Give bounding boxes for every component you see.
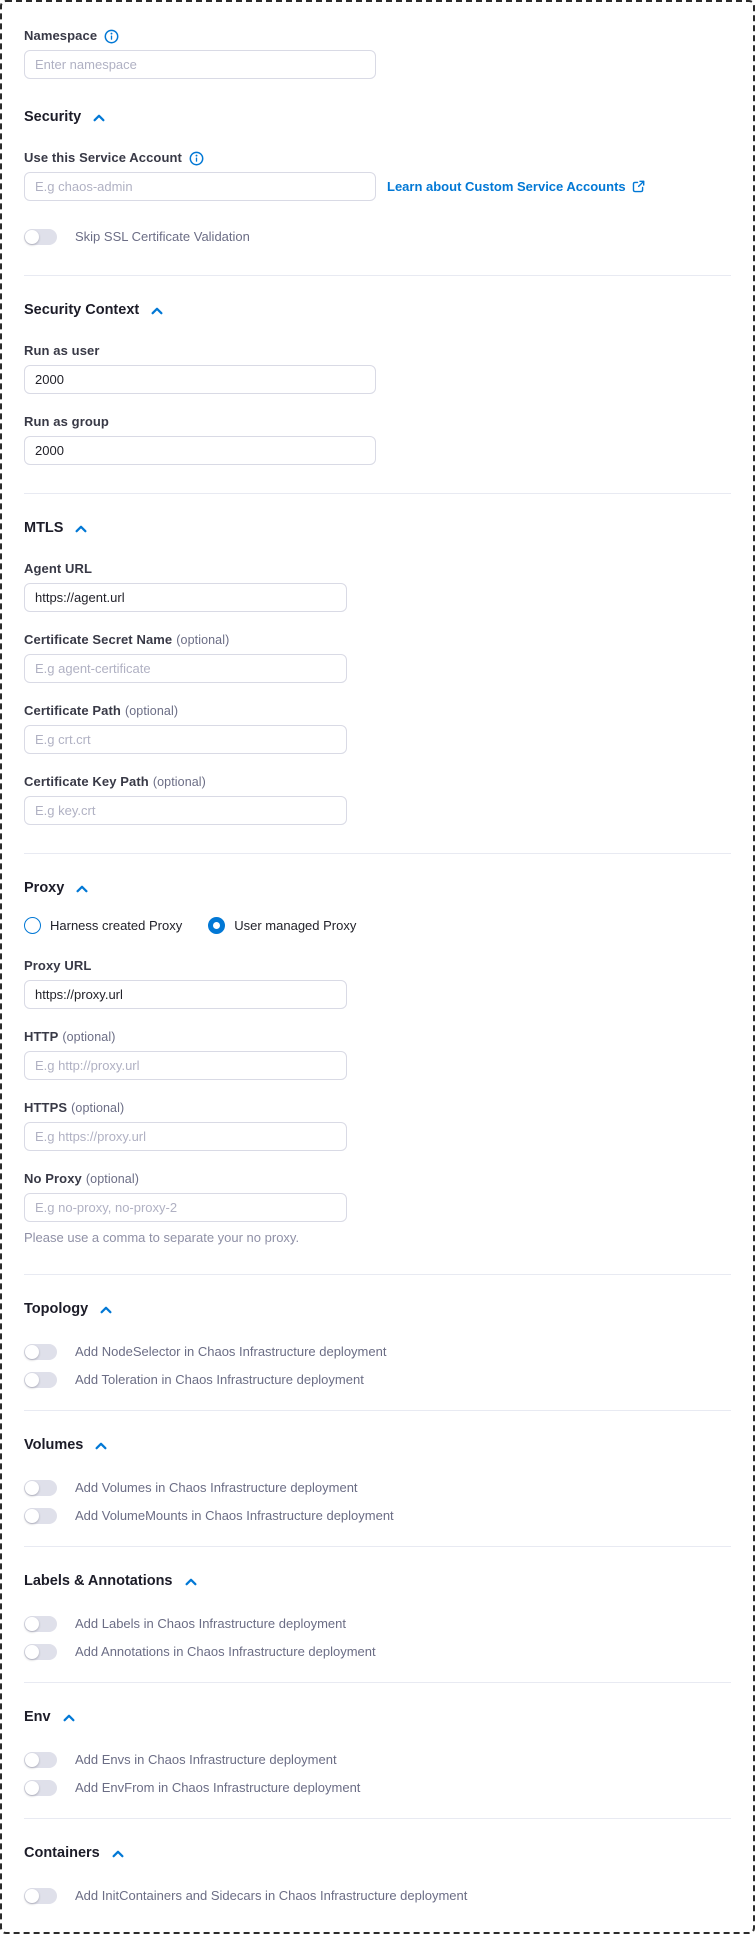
no-proxy-input[interactable] [24,1193,347,1222]
security-section-title: Security [24,109,82,125]
init-containers-toggle[interactable] [24,1888,57,1904]
proxy-section-header[interactable] [24,880,731,897]
run-as-user-input[interactable] [24,365,376,394]
env-title: Env [24,1709,51,1725]
topology-title: Topology [24,1301,89,1317]
labels-annotations-section-header[interactable] [24,1573,731,1590]
security-section-header[interactable] [24,109,731,126]
agent-url-field [24,561,731,612]
skip-ssl-toggle-row [24,229,731,245]
skip-ssl-toggle-label: Skip SSL Certificate Validation [75,229,250,244]
namespace-label: Namespace [24,28,98,43]
toleration-toggle-label: Add Toleration in Chaos Infrastructure deployment [75,1372,364,1387]
certificate-secret-name-field [24,632,731,683]
certificate-secret-name-label: Certificate Secret Name (optional) [24,632,230,647]
certificate-path-input[interactable] [24,725,347,754]
envs-toggle-label: Add Envs in Chaos Infrastructure deployment [75,1752,337,1767]
run-as-user-field [24,343,731,394]
containers-title: Containers [24,1845,100,1861]
section-divider [24,275,731,276]
toleration-toggle[interactable] [24,1372,57,1388]
namespace-input[interactable] [24,50,376,79]
security-context-section-header[interactable] [24,302,731,319]
volumes-toggle-row [24,1480,731,1496]
optional-tag: (optional) [71,1101,125,1115]
labels-annotations-title: Labels & Annotations [24,1573,173,1589]
agent-url-label: Agent URL [24,561,93,576]
volume-mounts-toggle-row [24,1508,731,1524]
optional-tag: (optional) [62,1030,116,1044]
proxy-title: Proxy [24,880,65,896]
section-divider [24,853,731,854]
user-managed-proxy-radio[interactable] [208,917,356,934]
certificate-secret-name-input[interactable] [24,654,347,683]
certificate-key-path-field [24,774,731,825]
harness-created-proxy-radio[interactable] [24,917,182,934]
service-account-field [24,150,731,201]
volume-mounts-toggle[interactable] [24,1508,57,1524]
no-proxy-field [24,1171,731,1246]
envs-toggle-row [24,1752,731,1768]
info-icon[interactable] [104,29,119,44]
service-account-input[interactable] [24,172,376,201]
chevron-up-icon[interactable] [75,525,87,533]
volumes-section-header[interactable] [24,1437,731,1454]
info-icon[interactable] [189,151,204,166]
https-proxy-label: HTTPS (optional) [24,1100,125,1115]
http-proxy-field [24,1029,731,1080]
env-from-toggle[interactable] [24,1780,57,1796]
security-context-title: Security Context [24,302,140,318]
annotations-toggle-label: Add Annotations in Chaos Infrastructure deployment [75,1644,376,1659]
https-proxy-field [24,1100,731,1151]
node-selector-toggle[interactable] [24,1344,57,1360]
proxy-url-label: Proxy URL [24,958,92,973]
certificate-key-path-input[interactable] [24,796,347,825]
chevron-up-icon[interactable] [63,1714,75,1722]
node-selector-toggle-label: Add NodeSelector in Chaos Infrastructure deployment [75,1344,387,1359]
agent-url-input[interactable] [24,583,347,612]
user-managed-proxy-label: User managed Proxy [234,918,357,933]
node-selector-toggle-row [24,1344,731,1360]
section-divider [24,1546,731,1547]
no-proxy-help-text: Please use a comma to separate your no proxy. [24,1230,300,1245]
namespace-field [24,28,731,79]
optional-tag: (optional) [152,775,206,789]
learn-link-text: Learn about Custom Service Accounts [387,179,626,194]
chevron-up-icon[interactable] [95,1442,107,1450]
section-divider [24,493,731,494]
proxy-url-input[interactable] [24,980,347,1009]
topology-section-header[interactable] [24,1301,731,1318]
toleration-toggle-row [24,1372,731,1388]
annotations-toggle[interactable] [24,1644,57,1660]
mtls-section-header[interactable] [24,520,731,537]
section-divider [24,1410,731,1411]
optional-tag: (optional) [124,704,179,718]
containers-section-header[interactable] [24,1845,731,1862]
optional-tag: (optional) [85,1172,139,1186]
section-divider [24,1818,731,1819]
certificate-path-label: Certificate Path (optional) [24,703,179,718]
section-divider [24,1274,731,1275]
labels-toggle-row [24,1616,731,1632]
run-as-group-input[interactable] [24,436,376,465]
radio-circle-icon [24,917,41,934]
volume-mounts-toggle-label: Add VolumeMounts in Chaos Infrastructure deployment [75,1508,394,1523]
proxy-type-radio-group [24,917,731,934]
chevron-up-icon[interactable] [151,307,163,315]
no-proxy-label: No Proxy (optional) [24,1171,139,1186]
https-proxy-input[interactable] [24,1122,347,1151]
run-as-group-field [24,414,731,465]
chevron-up-icon[interactable] [93,114,105,122]
env-from-toggle-label: Add EnvFrom in Chaos Infrastructure deployment [75,1780,361,1795]
optional-tag: (optional) [176,633,230,647]
chevron-up-icon[interactable] [76,885,88,893]
run-as-group-label: Run as group [24,414,109,429]
http-proxy-label: HTTP (optional) [24,1029,116,1044]
volumes-toggle-label: Add Volumes in Chaos Infrastructure deployment [75,1480,358,1495]
annotations-toggle-row [24,1644,731,1660]
volumes-toggle[interactable] [24,1480,57,1496]
service-account-label: Use this Service Account [24,150,182,165]
run-as-user-label: Run as user [24,343,100,358]
envs-toggle[interactable] [24,1752,57,1768]
mtls-title: MTLS [24,520,64,536]
proxy-url-field [24,958,731,1009]
labels-toggle[interactable] [24,1616,57,1632]
certificate-key-path-label: Certificate Key Path (optional) [24,774,206,789]
certificate-path-field [24,703,731,754]
labels-toggle-label: Add Labels in Chaos Infrastructure deployment [75,1616,346,1631]
harness-created-proxy-label: Harness created Proxy [50,918,183,933]
learn-custom-service-accounts-link[interactable] [387,179,645,194]
volumes-title: Volumes [24,1437,84,1453]
env-section-header[interactable] [24,1709,731,1726]
chevron-up-icon[interactable] [112,1850,124,1858]
radio-circle-selected-icon [208,917,225,934]
init-containers-toggle-row [24,1888,731,1904]
env-from-toggle-row [24,1780,731,1796]
chevron-up-icon[interactable] [185,1578,197,1586]
init-containers-toggle-label: Add InitContainers and Sidecars in Chaos Infrastructure deployment [75,1888,468,1903]
external-link-icon [632,180,645,193]
http-proxy-input[interactable] [24,1051,347,1080]
chevron-up-icon[interactable] [100,1306,112,1314]
section-divider [24,1682,731,1683]
skip-ssl-toggle[interactable] [24,229,57,245]
